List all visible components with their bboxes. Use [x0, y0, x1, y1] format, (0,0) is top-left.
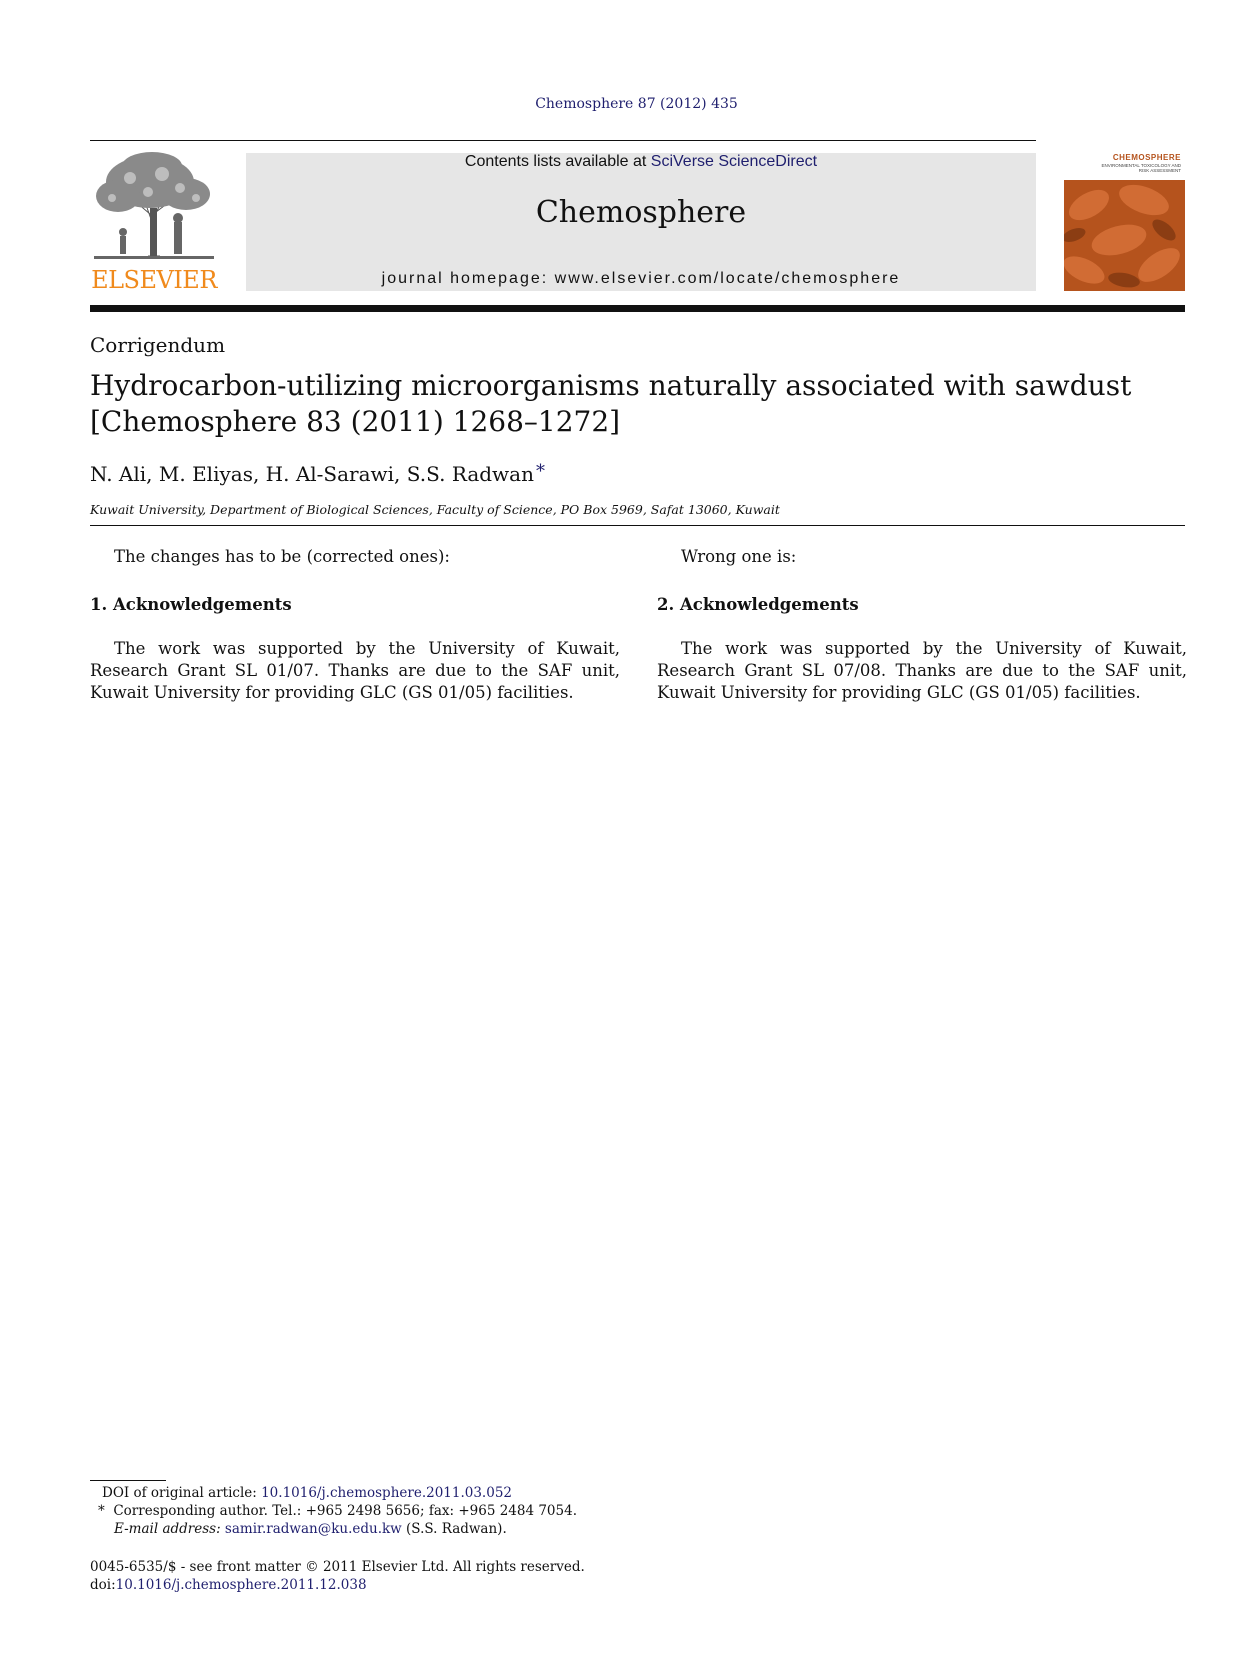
- journal-homepage[interactable]: journal homepage: www.elsevier.com/locate/chemosphere: [381, 270, 901, 287]
- email-suffix: (S.S. Radwan).: [401, 1521, 507, 1537]
- corresponding-text: Corresponding author. Tel.: +965 2498 5656; fax: +965 2484 7054.: [113, 1503, 577, 1519]
- footnote-mark: *: [98, 1503, 105, 1519]
- corresponding-author-mark[interactable]: *: [535, 461, 545, 482]
- footnote-original-doi: [102, 1484, 512, 1502]
- affiliation: Kuwait University, Department of Biological Sciences, Faculty of Science, PO Box 5969, Safat 13060, Kuwait: [90, 502, 780, 517]
- right-intro: Wrong one is:: [681, 547, 797, 566]
- email-link[interactable]: samir.radwan@ku.edu.kw: [224, 1521, 402, 1537]
- elsevier-wordmark: ELSEVIER: [91, 266, 217, 294]
- footnote-email: [114, 1520, 507, 1538]
- article-type: Corrigendum: [90, 333, 226, 357]
- original-doi-link[interactable]: 10.1016/j.chemosphere.2011.03.052: [261, 1485, 512, 1501]
- article-doi: [90, 1576, 367, 1594]
- leaf-pattern-icon: [1064, 180, 1185, 291]
- header-thin-rule: [90, 525, 1185, 526]
- footnote-corresponding: [98, 1502, 577, 1520]
- author-list: [90, 461, 545, 486]
- journal-name: Chemosphere: [535, 195, 747, 230]
- doi-label: doi:: [90, 1577, 116, 1593]
- front-matter: 0045-6535/$ - see front matter © 2011 Elsevier Ltd. All rights reserved.: [90, 1559, 585, 1575]
- authors-text: N. Ali, M. Eliyas, H. Al-Sarawi, S.S. Radwan: [90, 462, 534, 486]
- left-intro: The changes has to be (corrected ones):: [114, 547, 450, 566]
- running-head[interactable]: Chemosphere 87 (2012) 435: [535, 96, 738, 112]
- footnote-rule: [90, 1480, 166, 1481]
- journal-cover: [1064, 140, 1185, 291]
- title-line-2: [Chemosphere 83 (2011) 1268–1272]: [90, 405, 621, 438]
- right-section-heading: 2. Acknowledgements: [657, 595, 859, 614]
- contents-line: [246, 153, 1036, 171]
- cover-subtitle: ENVIRONMENTAL TOXICOLOGY AND RISK ASSESSMENT: [1101, 163, 1181, 173]
- journal-masthead: [246, 153, 1036, 291]
- left-body-text: The work was supported by the University of Kuwait, Research Grant SL 01/07. Thanks are due to the SAF unit, Kuwait University for providing GLC (GS 01/05) facilities.: [90, 639, 620, 702]
- article-doi-link[interactable]: 10.1016/j.chemosphere.2011.12.038: [115, 1577, 367, 1593]
- title-line-1: Hydrocarbon-utilizing microorganisms naturally associated with sawdust: [90, 369, 1132, 402]
- contents-prefix: Contents lists available at: [464, 153, 651, 170]
- left-section-heading: 1. Acknowledgements: [90, 595, 292, 614]
- cover-title: CHEMOSPHERE: [1112, 153, 1181, 162]
- article-title: [90, 368, 1185, 440]
- doi-prefix: DOI of original article:: [102, 1485, 262, 1501]
- email-label: E-mail address:: [114, 1521, 225, 1537]
- top-rule: [90, 140, 1036, 141]
- sciencedirect-link[interactable]: SciVerse ScienceDirect: [650, 153, 818, 170]
- right-body-text: The work was supported by the University of Kuwait, Research Grant SL 07/08. Thanks are due to the SAF unit, Kuwait University for providing GLC (GS 01/05) facilities.: [657, 639, 1187, 702]
- header-thick-rule: [90, 305, 1185, 312]
